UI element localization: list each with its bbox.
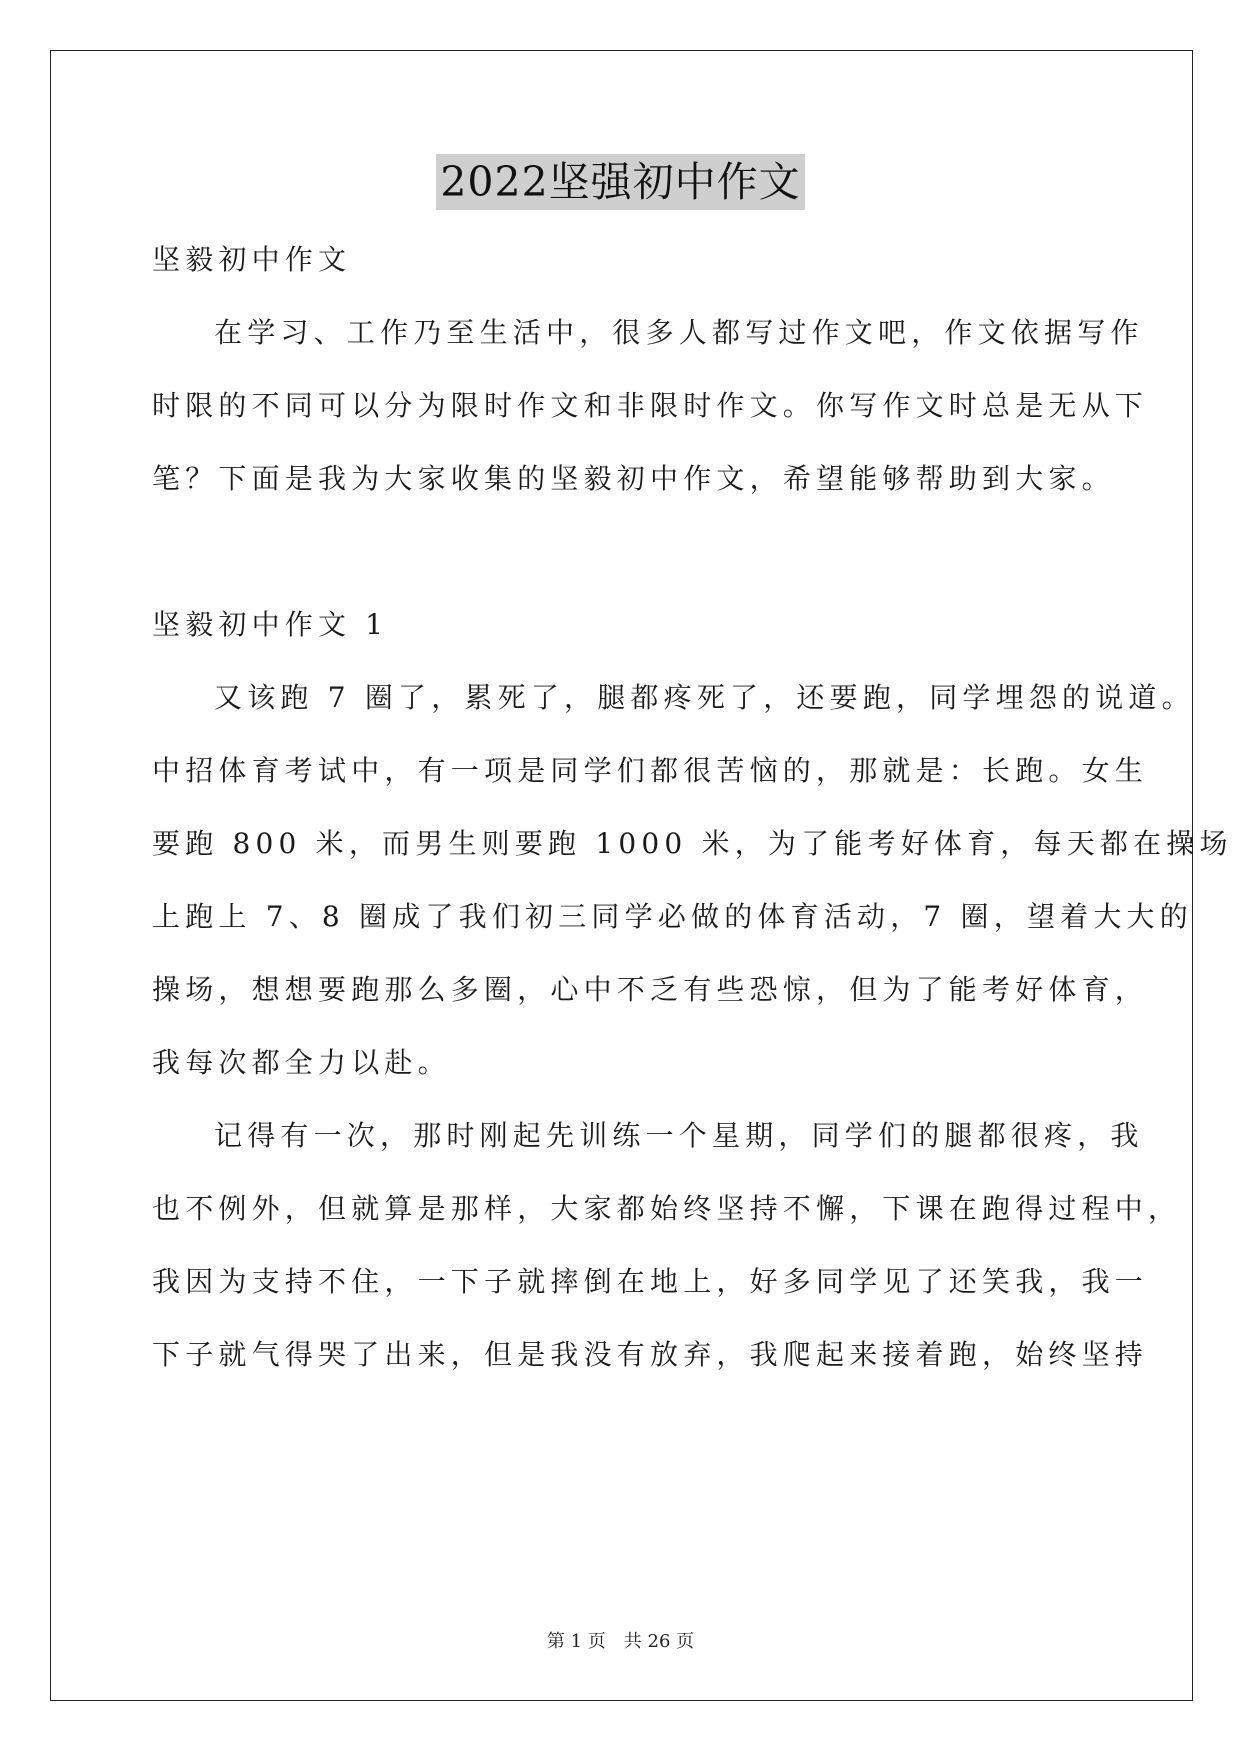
page-border	[50, 50, 1193, 1701]
title-container	[0, 154, 1241, 210]
intro-line-3: 笔？下面是我为大家收集的坚毅初中作文，希望能够帮助到大家。	[152, 462, 1115, 495]
essay1-p2-line-2: 也不例外，但就算是那样，大家都始终坚持不懈，下课在跑得过程中，	[152, 1192, 1182, 1225]
essay1-p2-line-4: 下子就气得哭了出来，但是我没有放弃，我爬起来接着跑，始终坚持	[152, 1338, 1149, 1371]
essay1-p1-line-4: 上跑上 7、8 圈成了我们初三同学必做的体育活动，7 圈，望着大大的	[152, 900, 1193, 933]
page-number: 第 1 页	[546, 1631, 606, 1652]
page-total: 共 26 页	[623, 1631, 695, 1652]
section-heading-intro: 坚毅初中作文	[152, 243, 352, 276]
page-footer	[0, 1630, 1241, 1654]
essay1-p2-line-3: 我因为支持不住，一下子就摔倒在地上，好多同学见了还笑我，我一	[152, 1265, 1149, 1298]
essay1-p1-line-1: 又该跑 7 圈了，累死了，腿都疼死了，还要跑，同学埋怨的说道。	[214, 681, 1195, 714]
essay1-p1-line-3: 要跑 800 米，而男生则要跑 1000 米，为了能考好体育，每天都在操场	[152, 827, 1233, 860]
essay1-p1-line-2: 中招体育考试中，有一项是同学们都很苦恼的，那就是：长跑。女生	[152, 754, 1149, 787]
essay1-p2-line-1: 记得有一次，那时刚起先训练一个星期，同学们的腿都很疼，我	[214, 1119, 1144, 1152]
intro-line-2: 时限的不同可以分为限时作文和非限时作文。你写作文时总是无从下	[152, 389, 1149, 422]
intro-line-1: 在学习、工作乃至生活中，很多人都写过作文吧，作文依据写作	[214, 316, 1144, 349]
section-heading-essay-1: 坚毅初中作文 1	[152, 608, 389, 641]
essay1-p1-line-6: 我每次都全力以赴。	[152, 1046, 451, 1079]
essay1-p1-line-5: 操场，想想要跑那么多圈，心中不乏有些恐惊，但为了能考好体育，	[152, 973, 1149, 1006]
document-title: 2022坚强初中作文	[436, 154, 804, 210]
